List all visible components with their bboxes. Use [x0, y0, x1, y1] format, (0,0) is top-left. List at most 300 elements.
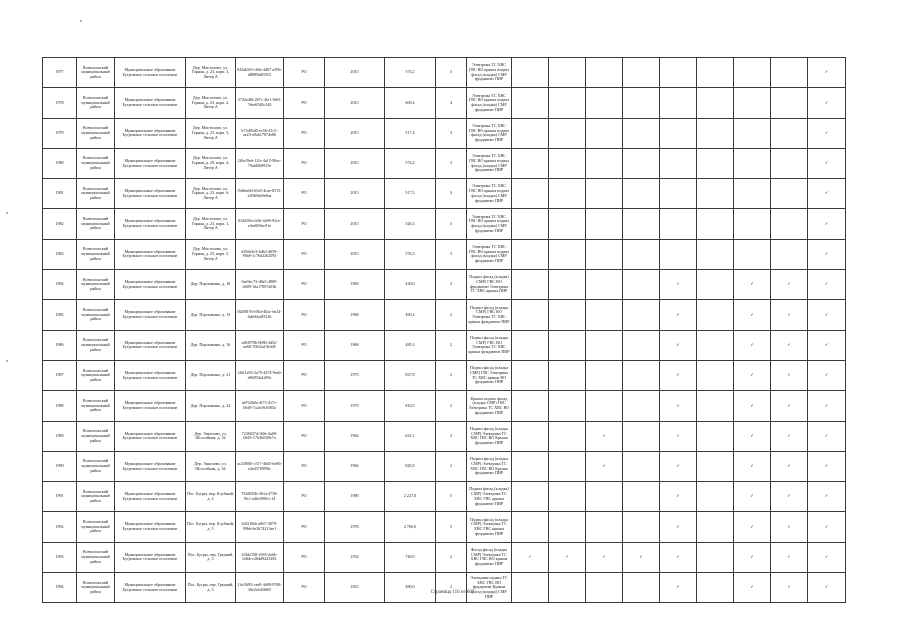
row-number: 1982 [43, 209, 77, 239]
work-check-cell [660, 542, 697, 572]
fund-type-cell: РО [284, 330, 325, 360]
work-check-cell [549, 300, 586, 330]
municipality-cell: Муниципальное образование Бугровское сельское поселение [115, 573, 186, 603]
work-check-cell [549, 270, 586, 300]
year-cell: 1978 [325, 512, 385, 542]
checkmark-icon: ✓ [824, 190, 829, 196]
work-check-cell [623, 118, 660, 148]
municipality-cell: Муниципальное образование Бугровское сельское поселение [115, 451, 186, 481]
house-guid-cell: 753d050b-361a-4758-9fc1-a46c908fcc14 [236, 482, 284, 512]
work-check-cell [697, 300, 734, 330]
work-check-cell [808, 300, 846, 330]
work-check-cell [697, 118, 734, 148]
work-check-cell [734, 330, 771, 360]
year-cell: 2015 [325, 118, 385, 148]
fund-type-cell: РО [284, 179, 325, 209]
work-check-cell [808, 573, 846, 603]
municipality-cell: Муниципальное образование Бугровское сельское поселение [115, 118, 186, 148]
area-cell: 641,3 [385, 421, 436, 451]
checkmark-icon: ✓ [787, 372, 791, 378]
house-guid-cell: ed6f979b-0086-4d52-ae68-706f2a19e4d5 [236, 330, 284, 360]
address-cell: Пос. Бугры, пер. Гредний, д. 3 [186, 573, 236, 603]
fund-type-cell: РО [284, 421, 325, 451]
work-check-cell [697, 88, 734, 118]
work-check-cell [586, 330, 623, 360]
area-cell: 845,9 [385, 451, 436, 481]
floors-cell: 3 [436, 179, 467, 209]
work-check-cell [586, 118, 623, 148]
address-cell: Дер. Мистолово, ул. Горная, д. 23, корп. 1, Литер А [186, 209, 236, 239]
row-number: 1983 [43, 239, 77, 269]
address-cell: Пос. Бугры, пер. Клубный, д. 5 [186, 512, 236, 542]
checkmark-icon: ✓ [787, 584, 791, 590]
work-check-cell [512, 179, 549, 209]
row-number: 1992 [43, 512, 77, 542]
district-cell: Всеволожский муниципальный район [77, 209, 115, 239]
work-check-cell [549, 482, 586, 512]
fund-type-cell: РО [284, 148, 325, 178]
work-check-cell [623, 573, 660, 603]
work-check-cell [512, 58, 549, 88]
table-row [43, 118, 846, 148]
checkmark-icon: ✓ [824, 251, 829, 257]
floors-cell: 2 [436, 300, 467, 330]
work-check-cell [660, 88, 697, 118]
work-check-cell [512, 118, 549, 148]
row-number: 1984 [43, 270, 77, 300]
checkmark-icon: ✓ [787, 341, 791, 347]
district-cell: Всеволожский муниципальный район [77, 360, 115, 390]
area-cell: 576,3 [385, 239, 436, 269]
house-guid-cell: 2f0a19eb-12fc-4a15-90ec-79afd5b8915e [236, 148, 284, 178]
floors-cell: 4 [436, 88, 467, 118]
work-check-cell [808, 118, 846, 148]
work-check-cell [808, 391, 846, 421]
municipality-cell: Муниципальное образование Бугровское сельское поселение [115, 330, 186, 360]
work-check-cell [549, 391, 586, 421]
fund-type-cell: РО [284, 58, 325, 88]
work-check-cell [734, 391, 771, 421]
work-check-cell [697, 391, 734, 421]
work-check-cell [734, 512, 771, 542]
work-check-cell [549, 239, 586, 269]
work-check-cell [771, 300, 808, 330]
address-cell: Дер. Энколово, ул. Шоссейная, д. 32 [186, 421, 236, 451]
address-cell: Дер. Мистолово, ул. Горная, д. 25, корп. 5, Литер А [186, 239, 236, 269]
work-check-cell [549, 58, 586, 88]
work-check-cell [660, 512, 697, 542]
work-check-cell [697, 330, 734, 360]
district-cell: Всеволожский муниципальный район [77, 391, 115, 421]
checkmark-icon: ✓ [824, 584, 829, 590]
work-check-cell [697, 573, 734, 603]
municipality-cell: Муниципальное образование Бугровское сельское поселение [115, 512, 186, 542]
checkmark-icon: ✓ [787, 493, 791, 499]
row-number: 1991 [43, 482, 77, 512]
work-check-cell [734, 179, 771, 209]
area-cell: 480,0 [385, 573, 436, 603]
checkmark-icon: ✓ [824, 69, 829, 75]
work-check-cell [734, 88, 771, 118]
floors-cell: 2 [436, 451, 467, 481]
work-check-cell [771, 573, 808, 603]
checkmark-icon: ✓ [787, 432, 791, 438]
work-check-cell [660, 209, 697, 239]
work-check-cell [660, 391, 697, 421]
works-cell: Подвал фасад (кладка СМР) ГВС Электрика ТС ХВС крыша ВО фундамент ПИР [467, 360, 512, 390]
work-check-cell [808, 482, 846, 512]
work-check-cell [586, 239, 623, 269]
fund-type-cell: РО [284, 300, 325, 330]
work-check-cell [586, 88, 623, 118]
year-cell: 1823 [325, 573, 385, 603]
checkmark-icon: ✓ [750, 523, 754, 529]
work-check-cell [623, 421, 660, 451]
address-cell: Дер. Порошкино, д. 16 [186, 330, 236, 360]
address-cell: Дер. Мистолово, ул. Горная, д. 23, корп. 3, Литер А [186, 58, 236, 88]
district-cell: Всеволожский муниципальный район [77, 512, 115, 542]
work-check-cell [734, 270, 771, 300]
table-row [43, 451, 846, 481]
works-cell: Подвал фасад (кладка) СМР) ГВС ВО фундамент Электрика ТС ХВС крыша ПИР [467, 270, 512, 300]
work-check-cell [623, 512, 660, 542]
address-cell: Дер. Порошкино, д. 21 [186, 360, 236, 390]
row-number: 1981 [43, 179, 77, 209]
work-check-cell [771, 270, 808, 300]
work-check-cell [771, 209, 808, 239]
work-check-cell [623, 148, 660, 178]
house-guid-cell: b73d03d5-ec56-41c5-ae23-a9ab17874e86 [236, 118, 284, 148]
work-check-cell [586, 421, 623, 451]
address-cell: Дер. Порошкино, д. 15 [186, 300, 236, 330]
district-cell: Всеволожский муниципальный район [77, 58, 115, 88]
year-cell: 2015 [325, 209, 385, 239]
checkmark-icon: ✓ [824, 463, 829, 469]
checkmark-icon: ✓ [602, 463, 606, 469]
year-cell: 1964 [325, 451, 385, 481]
work-check-cell [623, 482, 660, 512]
work-check-cell [771, 179, 808, 209]
checkmark-icon: ✓ [676, 493, 680, 499]
checkmark-icon: ✓ [676, 463, 680, 469]
fund-type-cell: РО [284, 391, 325, 421]
work-check-cell [734, 148, 771, 178]
work-check-cell [623, 330, 660, 360]
checkmark-icon: ✓ [787, 281, 791, 287]
table-row [43, 421, 846, 451]
work-check-cell [623, 58, 660, 88]
area-cell: 526,3 [385, 209, 436, 239]
work-check-cell [586, 58, 623, 88]
work-check-cell [512, 88, 549, 118]
work-check-cell [623, 179, 660, 209]
municipality-cell: Муниципальное образование Бугровское сельское поселение [115, 391, 186, 421]
work-check-cell [808, 330, 846, 360]
work-check-cell [623, 270, 660, 300]
floors-cell: 2 [436, 542, 467, 572]
checkmark-icon: ✓ [676, 402, 680, 408]
work-check-cell [586, 451, 623, 481]
area-cell: 574,2 [385, 58, 436, 88]
work-check-cell [771, 239, 808, 269]
work-check-cell [771, 58, 808, 88]
work-check-cell [586, 542, 623, 572]
work-check-cell [771, 330, 808, 360]
area-cell: 430,0 [385, 270, 436, 300]
works-cell: Подвал фасад (кладка СМР) Электрика ТС ХВС ГВС ВО Крыша фундамент ПИР [467, 451, 512, 481]
work-check-cell [549, 421, 586, 451]
floors-cell: 3 [436, 209, 467, 239]
district-cell: Всеволожский муниципальный район [77, 300, 115, 330]
work-check-cell [697, 451, 734, 481]
table-row [43, 148, 846, 178]
checkmark-icon: ✓ [824, 493, 829, 499]
house-guid-cell: b3f318eb-a867-4079-99b6-6e2b74213ee1 [236, 512, 284, 542]
municipality-cell: Муниципальное образование Бугровское сельское поселение [115, 239, 186, 269]
work-check-cell [512, 542, 549, 572]
house-guid-cell: 7236037d-f60e-4a69-b845-17b3bf0f9e7a [236, 421, 284, 451]
row-number: 1986 [43, 330, 77, 360]
fund-type-cell: РО [284, 118, 325, 148]
work-check-cell [771, 421, 808, 451]
work-check-cell [771, 391, 808, 421]
work-check-cell [586, 209, 623, 239]
house-guid-cell: b5bb15f8-e565-4a6b-b4bb-c20dd9425283 [236, 542, 284, 572]
municipality-cell: Муниципальное образование Бугровское сельское поселение [115, 88, 186, 118]
work-check-cell [549, 573, 586, 603]
area-cell: 517,4 [385, 118, 436, 148]
work-check-cell [512, 148, 549, 178]
work-check-cell [660, 451, 697, 481]
address-cell: Дер. Порошкино, д. 22 [186, 391, 236, 421]
table-row [43, 391, 846, 421]
district-cell: Всеволожский муниципальный район [77, 330, 115, 360]
work-check-cell [734, 300, 771, 330]
work-check-cell [734, 573, 771, 603]
fund-type-cell: РО [284, 482, 325, 512]
work-check-cell [771, 88, 808, 118]
works-cell: Подвал фасад (кладка) СМР) Электрика ТС ХВС ГВС крыша фундамент ПИР [467, 482, 512, 512]
year-cell: 2015 [325, 239, 385, 269]
area-cell: 2 227,0 [385, 482, 436, 512]
work-check-cell [771, 148, 808, 178]
floors-cell: 3 [436, 58, 467, 88]
house-guid-cell: ac2380f0-c517-46d5-be86-a3a3376999fc [236, 451, 284, 481]
house-guid-cell: d30eb3e3-6d62-4659-89a8-1c76d2262593 [236, 239, 284, 269]
table-body [43, 58, 846, 603]
area-cell: 600,4 [385, 88, 436, 118]
work-check-cell [660, 360, 697, 390]
work-check-cell [623, 239, 660, 269]
table-row [43, 330, 846, 360]
work-check-cell [697, 209, 734, 239]
work-check-cell [512, 512, 549, 542]
work-check-cell [512, 391, 549, 421]
scan-mark [80, 20, 82, 22]
district-cell: Всеволожский муниципальный район [77, 542, 115, 572]
fund-type-cell: РО [284, 88, 325, 118]
work-check-cell [623, 360, 660, 390]
house-guid-cell: 11a10f83-cae8-4d08-9768-36e2e2d46f65 [236, 573, 284, 603]
work-check-cell [512, 451, 549, 481]
work-check-cell [771, 482, 808, 512]
work-check-cell [512, 330, 549, 360]
work-check-cell [697, 58, 734, 88]
municipality-cell: Муниципальное образование Бугровское сельское поселение [115, 482, 186, 512]
year-cell: 1964 [325, 421, 385, 451]
floors-cell: 5 [436, 482, 467, 512]
area-cell: 574,2 [385, 148, 436, 178]
work-check-cell [512, 270, 549, 300]
work-check-cell [660, 148, 697, 178]
work-check-cell [808, 421, 846, 451]
checkmark-icon: ✓ [787, 554, 791, 560]
table-row [43, 360, 846, 390]
works-cell: Подвал фасад (кладка СМР) ГВС ВО Электрика ТС ХВС крыша фундамент ПИР [467, 330, 512, 360]
work-check-cell [660, 179, 697, 209]
table-row [43, 482, 846, 512]
row-number: 1985 [43, 300, 77, 330]
checkmark-icon: ✓ [824, 281, 829, 287]
municipality-cell: Муниципальное образование Бугровское сельское поселение [115, 542, 186, 572]
fund-type-cell: РО [284, 209, 325, 239]
house-guid-cell: 126f1a93-2a79-4474-9ea6-a96850a4289c [236, 360, 284, 390]
checkmark-icon: ✓ [676, 554, 680, 560]
municipality-cell: Муниципальное образование Бугровское сельское поселение [115, 270, 186, 300]
row-number: 1980 [43, 148, 77, 178]
works-cell: Электрика ТС ХВС ГВС ВО крыша подвал фасад (кладка) СМР фундамент ПИР [467, 58, 512, 88]
work-check-cell [623, 451, 660, 481]
work-check-cell [697, 270, 734, 300]
area-cell: 740,0 [385, 542, 436, 572]
checkmark-icon: ✓ [750, 432, 754, 438]
checkmark-icon: ✓ [750, 554, 754, 560]
house-guid-cell: 01d2f8fa-fa3b-4a96-93ce-e4ea903ac91e [236, 209, 284, 239]
work-check-cell [586, 482, 623, 512]
house-guid-cell: f8288193-f064-462c-be24-6da9dca85236 [236, 300, 284, 330]
address-cell: Дер. Мистолово, ул. Горная, д. 23, корп. 5, Литер А [186, 118, 236, 148]
work-check-cell [549, 512, 586, 542]
house-guid-cell: ab702b0a-4f73-417c-b849-7a2ec8c0f83a [236, 391, 284, 421]
checkmark-icon: ✓ [824, 99, 829, 105]
checkmark-icon: ✓ [750, 341, 754, 347]
floors-cell: 3 [436, 239, 467, 269]
municipality-cell: Муниципальное образование Бугровское сельское поселение [115, 209, 186, 239]
table-row [43, 88, 846, 118]
work-check-cell [549, 118, 586, 148]
table-row [43, 573, 846, 603]
district-cell: Всеволожский муниципальный район [77, 451, 115, 481]
address-cell: Дер. Мистолово, ул. Горная, д. 23, корп. 2, Литер А [186, 88, 236, 118]
row-number: 1987 [43, 360, 77, 390]
work-check-cell [771, 451, 808, 481]
district-cell: Всеволожский муниципальный район [77, 270, 115, 300]
table-row [43, 512, 846, 542]
checkmark-icon: ✓ [750, 311, 754, 317]
work-check-cell [697, 179, 734, 209]
work-check-cell [549, 88, 586, 118]
work-check-cell [771, 118, 808, 148]
checkmark-icon: ✓ [639, 554, 643, 560]
fund-type-cell: РО [284, 542, 325, 572]
area-cell: 517,5 [385, 179, 436, 209]
district-cell: Всеволожский муниципальный район [77, 148, 115, 178]
work-check-cell [660, 421, 697, 451]
work-check-cell [586, 512, 623, 542]
work-check-cell [734, 451, 771, 481]
work-check-cell [697, 482, 734, 512]
district-cell: Всеволожский муниципальный район [77, 179, 115, 209]
row-number: 1994 [43, 573, 77, 603]
district-cell: Всеволожский муниципальный район [77, 421, 115, 451]
district-cell: Всеволожский муниципальный район [77, 573, 115, 603]
work-check-cell [697, 360, 734, 390]
work-check-cell [549, 360, 586, 390]
work-check-cell [549, 330, 586, 360]
work-check-cell [549, 148, 586, 178]
works-cell: Электрика ТС ХВС ГВС ВО крыша подвал фасад (кладка) СМР фундамент ПИР [467, 209, 512, 239]
work-check-cell [660, 239, 697, 269]
area-cell: 485,3 [385, 330, 436, 360]
work-check-cell [697, 239, 734, 269]
work-check-cell [586, 391, 623, 421]
checkmark-icon: ✓ [824, 523, 829, 529]
row-number: 1979 [43, 118, 77, 148]
row-number: 1978 [43, 88, 77, 118]
floors-cell: 3 [436, 118, 467, 148]
floors-cell: 2 [436, 330, 467, 360]
checkmark-icon: ✓ [787, 463, 791, 469]
work-check-cell [512, 482, 549, 512]
checkmark-icon: ✓ [787, 311, 791, 317]
house-guid-cell: 043ab5f9-c66e-4d07-a59b-d8889a8f9f53 [236, 58, 284, 88]
page-number: Страница 116 из 607 [430, 590, 475, 595]
works-cell: Электрика ТС ХВС ГВС ВО крыша подвал фасад (кладка) СМР фундамент ПИР [467, 239, 512, 269]
work-check-cell [549, 209, 586, 239]
work-check-cell [734, 118, 771, 148]
work-check-cell [512, 300, 549, 330]
scan-mark [6, 212, 8, 214]
work-check-cell [808, 360, 846, 390]
fund-type-cell: РО [284, 451, 325, 481]
work-check-cell [771, 512, 808, 542]
work-check-cell [808, 542, 846, 572]
work-check-cell [586, 270, 623, 300]
year-cell: 1975 [325, 391, 385, 421]
address-cell: Дер. Мистолово, ул. Горная, д. 23, корп. 6, Литер А [186, 179, 236, 209]
table-row [43, 239, 846, 269]
floors-cell: 2 [436, 421, 467, 451]
address-cell: Пос. Бугры, пер. Клубный, д. 2 [186, 482, 236, 512]
checkmark-icon: ✓ [676, 341, 680, 347]
checkmark-icon: ✓ [824, 129, 829, 135]
district-cell: Всеволожский муниципальный район [77, 239, 115, 269]
works-cell: Электрика ТС ХВС ГВС ВО крыша подвал фасад (кладка) СМР фундамент ПИР [467, 148, 512, 178]
year-cell: 2015 [325, 148, 385, 178]
work-check-cell [734, 209, 771, 239]
year-cell: 1932 [325, 542, 385, 572]
work-check-cell [660, 58, 697, 88]
work-check-cell [808, 270, 846, 300]
row-number: 1990 [43, 451, 77, 481]
works-cell: Электрика ТС ХВС ГВС ВО крыша подвал фасад (кладка) СМР фундамент ПИР [467, 88, 512, 118]
checkmark-icon: ✓ [824, 311, 829, 317]
area-cell: 816,5 [385, 391, 436, 421]
checkmark-icon: ✓ [750, 463, 754, 469]
works-cell: Подвал фасад (кладка СМР) Электрика ТС ХВС ГВС крыша фундамент ПИР [467, 512, 512, 542]
table-row [43, 179, 846, 209]
checkmark-icon: ✓ [602, 554, 606, 560]
